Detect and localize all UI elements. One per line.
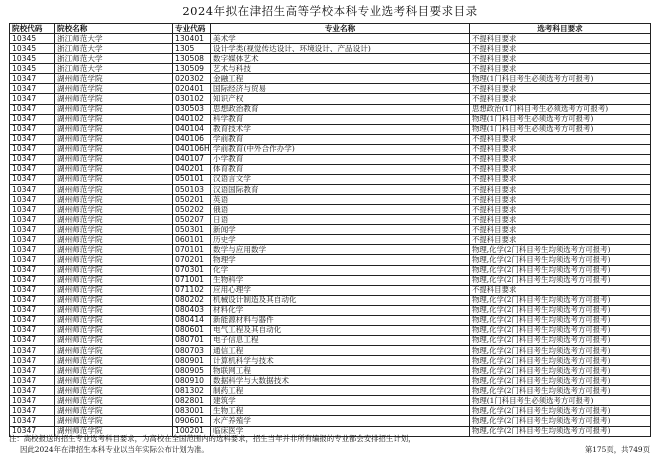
subject-requirement-cell: 物理(1门科目考生必须选考方可报考) xyxy=(470,74,651,84)
table-row xyxy=(10,185,651,195)
major-code-cell: 050202 xyxy=(173,205,211,215)
school-name-cell: 湖州师范学院 xyxy=(55,114,173,124)
school-name-cell: 湖州师范学院 xyxy=(55,134,173,144)
school-code-cell: 10347 xyxy=(10,366,55,376)
major-code-cell: 080202 xyxy=(173,295,211,305)
major-code-cell: 040106H xyxy=(173,144,211,154)
major-name-cell: 俄语 xyxy=(211,205,470,215)
school-code-cell: 10347 xyxy=(10,164,55,174)
major-code-cell: 100201 xyxy=(173,426,211,436)
subject-requirement-cell: 物理,化学(2门科目考生均须选考方可报考) xyxy=(470,376,651,386)
subject-requirement-cell: 不提科目要求 xyxy=(470,54,651,64)
table-row xyxy=(10,265,651,275)
school-code-cell: 10345 xyxy=(10,64,55,74)
major-name-cell: 通信工程 xyxy=(211,346,470,356)
school-name-cell: 浙江师范大学 xyxy=(55,64,173,74)
footer-note-line-1: 注：高校报送的招生专业选考科目要求，为高校在全国范围内的选科要求，招生当年并非所有编报的专业都会安排招生计划， xyxy=(9,434,416,443)
subject-requirement-cell: 物理,化学(2门科目考生均须选考方可报考) xyxy=(470,275,651,285)
school-code-cell: 10347 xyxy=(10,386,55,396)
major-code-cell: 040107 xyxy=(173,154,211,164)
school-code-cell: 10347 xyxy=(10,195,55,205)
school-code-cell: 10347 xyxy=(10,215,55,225)
table-row xyxy=(10,416,651,426)
major-name-cell: 学前教育 xyxy=(211,134,470,144)
table-row xyxy=(10,74,651,84)
major-name-cell: 材料化学 xyxy=(211,305,470,315)
school-name-cell: 湖州师范学院 xyxy=(55,275,173,285)
school-name-cell: 浙江师范大学 xyxy=(55,44,173,54)
table-row xyxy=(10,346,651,356)
major-code-cell: 070201 xyxy=(173,255,211,265)
table-row xyxy=(10,366,651,376)
table-row xyxy=(10,275,651,285)
school-code-cell: 10347 xyxy=(10,285,55,295)
school-code-cell: 10347 xyxy=(10,295,55,305)
school-name-cell: 湖州师范学院 xyxy=(55,74,173,84)
school-code-cell: 10347 xyxy=(10,416,55,426)
table-row xyxy=(10,225,651,235)
school-code-cell: 10347 xyxy=(10,225,55,235)
school-name-cell: 湖州师范学院 xyxy=(55,195,173,205)
subject-requirement-cell: 物理(1门科目考生必须选考方可报考) xyxy=(470,124,651,134)
major-code-cell: 070301 xyxy=(173,265,211,275)
major-name-cell: 设计学类(视觉传达设计、环境设计、产品设计) xyxy=(211,44,470,54)
school-name-cell: 浙江师范大学 xyxy=(55,54,173,64)
major-code-cell: 082801 xyxy=(173,396,211,406)
subject-requirement-cell: 物理,化学(2门科目考生均须选考方可报考) xyxy=(470,335,651,345)
school-code-cell: 10347 xyxy=(10,426,55,436)
table-row xyxy=(10,34,651,44)
school-name-cell: 湖州师范学院 xyxy=(55,185,173,195)
school-code-cell: 10347 xyxy=(10,144,55,154)
table-row xyxy=(10,94,651,104)
table-body xyxy=(10,34,651,437)
school-code-cell: 10347 xyxy=(10,154,55,164)
subject-requirement-cell: 不提科目要求 xyxy=(470,235,651,245)
table-row xyxy=(10,396,651,406)
school-name-cell: 湖州师范学院 xyxy=(55,84,173,94)
school-name-cell: 湖州师范学院 xyxy=(55,315,173,325)
school-code-cell: 10345 xyxy=(10,54,55,64)
major-name-cell: 体育教育 xyxy=(211,164,470,174)
table-row xyxy=(10,124,651,134)
subject-requirement-cell: 物理,化学(2门科目考生均须选考方可报考) xyxy=(470,315,651,325)
major-code-cell: 050101 xyxy=(173,174,211,184)
major-name-cell: 建筑学 xyxy=(211,396,470,406)
major-code-cell: 090601 xyxy=(173,416,211,426)
school-code-cell: 10347 xyxy=(10,205,55,215)
major-code-cell: 080910 xyxy=(173,376,211,386)
major-name-cell: 思想政治教育 xyxy=(211,104,470,114)
subject-requirement-cell: 物理,化学(2门科目考生均须选考方可报考) xyxy=(470,386,651,396)
subject-requirement-cell: 物理,化学(2门科目考生均须选考方可报考) xyxy=(470,245,651,255)
school-name-cell: 湖州师范学院 xyxy=(55,406,173,416)
school-name-cell: 湖州师范学院 xyxy=(55,154,173,164)
school-name-cell: 湖州师范学院 xyxy=(55,285,173,295)
table-row xyxy=(10,376,651,386)
major-name-cell: 生物科学 xyxy=(211,275,470,285)
school-name-cell: 湖州师范学院 xyxy=(55,245,173,255)
school-code-cell: 10347 xyxy=(10,255,55,265)
table-row xyxy=(10,134,651,144)
page-title: 2024年拟在津招生高等学校本科专业选考科目要求目录 xyxy=(182,4,478,18)
school-name-cell: 湖州师范学院 xyxy=(55,215,173,225)
major-code-cell: 080701 xyxy=(173,335,211,345)
school-name-cell: 湖州师范学院 xyxy=(55,225,173,235)
subject-requirements-table xyxy=(9,23,651,437)
school-code-cell: 10347 xyxy=(10,315,55,325)
subject-requirement-cell: 不提科目要求 xyxy=(470,185,651,195)
major-name-cell: 电子信息工程 xyxy=(211,335,470,345)
school-code-cell: 10347 xyxy=(10,275,55,285)
major-name-cell: 电气工程及其自动化 xyxy=(211,325,470,335)
table-row xyxy=(10,114,651,124)
major-name-cell: 生物工程 xyxy=(211,406,470,416)
major-code-cell: 030503 xyxy=(173,104,211,114)
major-code-cell: 050103 xyxy=(173,185,211,195)
major-name-cell: 新能源材料与器件 xyxy=(211,315,470,325)
major-code-cell: 083001 xyxy=(173,406,211,416)
major-code-cell: 080403 xyxy=(173,305,211,315)
school-code-cell: 10347 xyxy=(10,114,55,124)
major-name-cell: 金融工程 xyxy=(211,74,470,84)
major-name-cell: 科学教育 xyxy=(211,114,470,124)
header-major-name: 专业名称 xyxy=(211,24,470,34)
school-name-cell: 湖州师范学院 xyxy=(55,335,173,345)
school-code-cell: 10347 xyxy=(10,94,55,104)
school-name-cell: 湖州师范学院 xyxy=(55,376,173,386)
school-name-cell: 湖州师范学院 xyxy=(55,104,173,114)
school-name-cell: 湖州师范学院 xyxy=(55,94,173,104)
major-code-cell: 050301 xyxy=(173,225,211,235)
school-name-cell: 湖州师范学院 xyxy=(55,346,173,356)
school-code-cell: 10347 xyxy=(10,104,55,114)
header-school-code: 院校代码 xyxy=(10,24,55,34)
school-code-cell: 10347 xyxy=(10,134,55,144)
major-name-cell: 计算机科学与技术 xyxy=(211,356,470,366)
subject-requirement-cell: 不提科目要求 xyxy=(470,215,651,225)
school-name-cell: 湖州师范学院 xyxy=(55,356,173,366)
table-row xyxy=(10,325,651,335)
school-code-cell: 10347 xyxy=(10,305,55,315)
major-name-cell: 艺术与科技 xyxy=(211,64,470,74)
school-code-cell: 10347 xyxy=(10,84,55,94)
major-name-cell: 历史学 xyxy=(211,235,470,245)
major-code-cell: 080414 xyxy=(173,315,211,325)
school-name-cell: 湖州师范学院 xyxy=(55,164,173,174)
major-name-cell: 汉语言文学 xyxy=(211,174,470,184)
major-name-cell: 数据科学与大数据技术 xyxy=(211,376,470,386)
school-name-cell: 湖州师范学院 xyxy=(55,366,173,376)
page-indicator: 第175页，共749页 xyxy=(584,445,650,454)
major-code-cell: 130401 xyxy=(173,34,211,44)
table-row xyxy=(10,144,651,154)
major-code-cell: 040102 xyxy=(173,114,211,124)
subject-requirement-cell: 不提科目要求 xyxy=(470,34,651,44)
major-name-cell: 物联网工程 xyxy=(211,366,470,376)
school-name-cell: 湖州师范学院 xyxy=(55,255,173,265)
school-code-cell: 10347 xyxy=(10,124,55,134)
subject-requirement-cell: 不提科目要求 xyxy=(470,144,651,154)
major-name-cell: 化学 xyxy=(211,265,470,275)
subject-requirement-cell: 物理,化学(2门科目考生均须选考方可报考) xyxy=(470,406,651,416)
major-name-cell: 新闻学 xyxy=(211,225,470,235)
school-code-cell: 10347 xyxy=(10,396,55,406)
major-name-cell: 应用心理学 xyxy=(211,285,470,295)
school-name-cell: 湖州师范学院 xyxy=(55,174,173,184)
major-code-cell: 020302 xyxy=(173,74,211,84)
table-row xyxy=(10,285,651,295)
major-code-cell: 070101 xyxy=(173,245,211,255)
header-school-name: 院校名称 xyxy=(55,24,173,34)
school-code-cell: 10347 xyxy=(10,265,55,275)
subject-requirement-cell: 不提科目要求 xyxy=(470,84,651,94)
subject-requirement-cell: 不提科目要求 xyxy=(470,205,651,215)
school-name-cell: 湖州师范学院 xyxy=(55,205,173,215)
school-code-cell: 10345 xyxy=(10,34,55,44)
major-name-cell: 国际经济与贸易 xyxy=(211,84,470,94)
subject-requirement-cell: 物理,化学(2门科目考生均须选考方可报考) xyxy=(470,346,651,356)
subject-requirement-cell: 不提科目要求 xyxy=(470,164,651,174)
school-name-cell: 湖州师范学院 xyxy=(55,124,173,134)
major-code-cell: 130509 xyxy=(173,64,211,74)
footer-note-line-2: 因此2024年在津招生本科专业以当年实际公布计划为准。 xyxy=(20,445,209,454)
subject-requirement-cell: 不提科目要求 xyxy=(470,44,651,54)
school-code-cell: 10345 xyxy=(10,44,55,54)
subject-requirement-cell: 物理,化学(2门科目考生均须选考方可报考) xyxy=(470,255,651,265)
table-row xyxy=(10,255,651,265)
school-name-cell: 湖州师范学院 xyxy=(55,416,173,426)
header-subject-requirement: 选考科目要求 xyxy=(470,24,651,34)
table-row xyxy=(10,54,651,64)
major-name-cell: 数学与应用数学 xyxy=(211,245,470,255)
school-code-cell: 10347 xyxy=(10,74,55,84)
major-name-cell: 数字媒体艺术 xyxy=(211,54,470,64)
school-name-cell: 湖州师范学院 xyxy=(55,235,173,245)
subject-requirement-cell: 不提科目要求 xyxy=(470,64,651,74)
school-code-cell: 10347 xyxy=(10,356,55,366)
major-name-cell: 制药工程 xyxy=(211,386,470,396)
subject-requirement-cell: 物理,化学(2门科目考生均须选考方可报考) xyxy=(470,325,651,335)
footer-note xyxy=(9,433,650,455)
subject-requirement-cell: 不提科目要求 xyxy=(470,195,651,205)
table-row xyxy=(10,295,651,305)
table-row xyxy=(10,406,651,416)
major-code-cell: 040104 xyxy=(173,124,211,134)
school-name-cell: 浙江师范大学 xyxy=(55,34,173,44)
school-name-cell: 湖州师范学院 xyxy=(55,426,173,436)
subject-requirement-cell: 物理,化学(2门科目考生均须选考方可报考) xyxy=(470,366,651,376)
major-name-cell: 机械设计制造及其自动化 xyxy=(211,295,470,305)
major-name-cell: 汉语国际教育 xyxy=(211,185,470,195)
subject-requirement-cell: 物理,化学(2门科目考生均须选考方可报考) xyxy=(470,416,651,426)
major-code-cell: 080901 xyxy=(173,356,211,366)
major-name-cell: 物理学 xyxy=(211,255,470,265)
subject-requirement-cell: 物理,化学(2门科目考生均须选考方可报考) xyxy=(470,305,651,315)
major-code-cell: 050207 xyxy=(173,215,211,225)
school-code-cell: 10347 xyxy=(10,346,55,356)
major-name-cell: 知识产权 xyxy=(211,94,470,104)
subject-requirement-cell: 不提科目要求 xyxy=(470,154,651,164)
school-code-cell: 10347 xyxy=(10,235,55,245)
table-row xyxy=(10,386,651,396)
major-name-cell: 英语 xyxy=(211,195,470,205)
school-code-cell: 10347 xyxy=(10,185,55,195)
table-row xyxy=(10,195,651,205)
subject-requirement-cell: 不提科目要求 xyxy=(470,225,651,235)
major-code-cell: 071102 xyxy=(173,285,211,295)
school-name-cell: 湖州师范学院 xyxy=(55,325,173,335)
table-row xyxy=(10,174,651,184)
major-code-cell: 020401 xyxy=(173,84,211,94)
table-row xyxy=(10,305,651,315)
school-code-cell: 10347 xyxy=(10,406,55,416)
table-row xyxy=(10,205,651,215)
school-name-cell: 湖州师范学院 xyxy=(55,144,173,154)
table-row xyxy=(10,154,651,164)
school-name-cell: 湖州师范学院 xyxy=(55,295,173,305)
major-name-cell: 教育技术学 xyxy=(211,124,470,134)
school-name-cell: 湖州师范学院 xyxy=(55,396,173,406)
school-code-cell: 10347 xyxy=(10,174,55,184)
table-row xyxy=(10,356,651,366)
school-code-cell: 10347 xyxy=(10,335,55,345)
major-code-cell: 080703 xyxy=(173,346,211,356)
major-code-cell: 1305 xyxy=(173,44,211,54)
major-code-cell: 060101 xyxy=(173,235,211,245)
subject-requirement-cell: 不提科目要求 xyxy=(470,94,651,104)
subject-requirement-cell: 物理,化学(2门科目考生均须选考方可报考) xyxy=(470,426,651,436)
major-code-cell: 050201 xyxy=(173,195,211,205)
subject-requirement-cell: 思想政治(1门科目考生必须选考方可报考) xyxy=(470,104,651,114)
school-code-cell: 10347 xyxy=(10,325,55,335)
subject-requirement-cell: 不提科目要求 xyxy=(470,134,651,144)
major-code-cell: 040106 xyxy=(173,134,211,144)
subject-requirement-cell: 物理(1门科目考生必须选考方可报考) xyxy=(470,114,651,124)
major-name-cell: 临床医学 xyxy=(211,426,470,436)
school-code-cell: 10347 xyxy=(10,376,55,386)
subject-requirement-cell: 不提科目要求 xyxy=(470,285,651,295)
table-row xyxy=(10,84,651,94)
subject-requirement-cell: 物理,化学(2门科目考生均须选考方可报考) xyxy=(470,295,651,305)
school-name-cell: 湖州师范学院 xyxy=(55,305,173,315)
table-row xyxy=(10,245,651,255)
major-name-cell: 水产养殖学 xyxy=(211,416,470,426)
major-name-cell: 学前教育(中外合作办学) xyxy=(211,144,470,154)
major-code-cell: 080601 xyxy=(173,325,211,335)
school-name-cell: 湖州师范学院 xyxy=(55,265,173,275)
subject-requirement-cell: 物理,化学(2门科目考生均须选考方可报考) xyxy=(470,356,651,366)
table-header-row xyxy=(10,24,651,34)
school-code-cell: 10347 xyxy=(10,245,55,255)
major-name-cell: 日语 xyxy=(211,215,470,225)
school-name-cell: 湖州师范学院 xyxy=(55,386,173,396)
table-row xyxy=(10,64,651,74)
table-row xyxy=(10,315,651,325)
subject-requirement-cell: 物理(1门科目考生必须选考方可报考) xyxy=(470,396,651,406)
major-code-cell: 130508 xyxy=(173,54,211,64)
major-code-cell: 081302 xyxy=(173,386,211,396)
table-row xyxy=(10,104,651,114)
major-code-cell: 030102 xyxy=(173,94,211,104)
table-row xyxy=(10,44,651,54)
major-name-cell: 美术学 xyxy=(211,34,470,44)
subject-requirement-cell: 物理,化学(2门科目考生均须选考方可报考) xyxy=(470,265,651,275)
table-row xyxy=(10,335,651,345)
table-row xyxy=(10,235,651,245)
major-code-cell: 040201 xyxy=(173,164,211,174)
major-code-cell: 080905 xyxy=(173,366,211,376)
major-name-cell: 小学教育 xyxy=(211,154,470,164)
table-row xyxy=(10,215,651,225)
header-major-code: 专业代码 xyxy=(173,24,211,34)
table-row xyxy=(10,164,651,174)
major-code-cell: 071001 xyxy=(173,275,211,285)
subject-requirement-cell: 不提科目要求 xyxy=(470,174,651,184)
